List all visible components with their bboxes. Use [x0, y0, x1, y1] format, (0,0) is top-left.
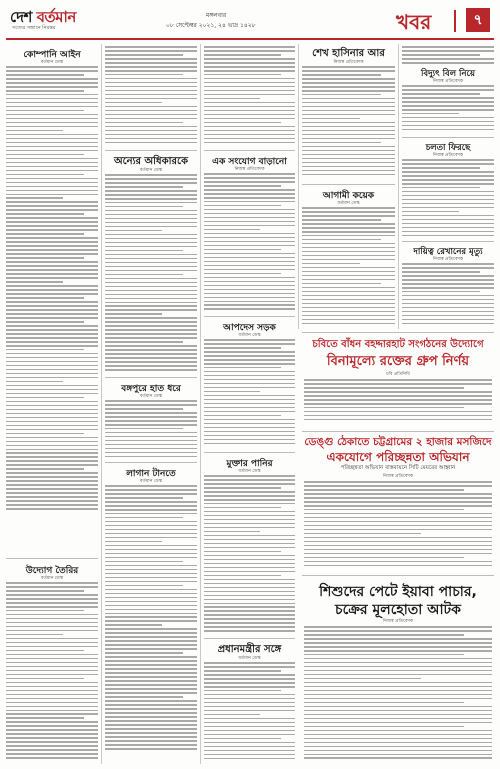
article-divider	[105, 150, 197, 151]
byline: নিজস্ব প্রতিবেদক	[382, 619, 414, 624]
feature-headline: বিনামূল্যে রক্তের গ্রুপ নির্ণয়	[326, 354, 470, 369]
article-divider	[204, 150, 295, 151]
headline: উদ্যোগ তৈরির	[25, 566, 79, 576]
column-divider	[101, 44, 102, 764]
article-divider	[204, 452, 295, 453]
headline: চলতা ফিরছে	[425, 143, 471, 153]
headline: অন্যের অধিকারকে	[113, 156, 189, 167]
logo-tagline: সত্যের সন্ধানে নিরন্তর	[12, 25, 56, 31]
headline: মুক্তার পানির	[226, 459, 273, 469]
headline: কোম্পানি আইন	[23, 50, 81, 60]
section-divider	[454, 10, 456, 32]
byline: বর্তমান ডেস্ক	[40, 576, 64, 581]
byline: নিজস্ব প্রতিবেদক	[333, 60, 364, 65]
column-1	[6, 44, 98, 764]
article-divider	[204, 638, 295, 639]
article-divider	[6, 558, 98, 559]
newspaper-logo	[10, 6, 106, 32]
feature-block-3	[300, 576, 496, 766]
headline: লাগান টানতে	[126, 469, 176, 479]
article-body	[204, 662, 295, 764]
byline: নিজস্ব প্রতিবেদক	[432, 257, 464, 262]
article-body	[402, 46, 494, 66]
masthead	[6, 2, 494, 40]
byline: বর্তমান ডেস্ক	[238, 333, 261, 338]
feature-headline: চক্রের মূলহোতা আটক	[335, 602, 461, 618]
article-body	[105, 46, 197, 146]
byline: বর্তমান ডেস্ক	[139, 479, 163, 484]
feature-headline: শিশুদের পেটে ইয়াবা পাচার,	[319, 584, 477, 600]
byline: বর্তমান ডেস্ক	[139, 394, 163, 399]
column-2	[105, 44, 197, 764]
article-body	[402, 263, 494, 327]
column-5	[402, 44, 494, 329]
feature-block-1	[300, 333, 496, 428]
article-body	[204, 475, 295, 635]
column-divider	[200, 44, 201, 764]
issue-day: মঙ্গলবার	[206, 12, 227, 19]
headline: শেখ হাসিনার আর	[312, 48, 385, 59]
byline: বর্তমান ডেস্ক	[139, 168, 163, 173]
byline: বর্তমান ডেস্ক	[238, 656, 261, 661]
headline: এক সংযোগ বাড়ানো	[212, 157, 287, 167]
headline: আগামী কয়েক	[322, 191, 375, 201]
logo-wordmark: দেশ বর্তমান	[10, 8, 76, 26]
article-body	[204, 46, 295, 146]
issue-date: ০৮ সেপ্টেম্বর ২০২১, ২৪ ভাদ্র ১৪২৮	[166, 22, 256, 29]
article-body	[302, 207, 395, 327]
article-body	[105, 485, 197, 765]
byline: নিজস্ব প্রতিবেদক	[382, 474, 414, 479]
article-divider	[402, 241, 494, 242]
column-4	[302, 44, 395, 329]
column-divider	[298, 44, 299, 329]
feature-headline: একযোগে পরিচ্ছন্নতা অভিযান	[326, 450, 470, 464]
article-body	[402, 85, 494, 135]
section-title: খবর	[396, 10, 432, 34]
headline: প্রধানমন্ত্রীর সঙ্গে	[217, 644, 282, 655]
byline: চবি প্রতিনিধি	[386, 372, 410, 377]
column-3	[204, 44, 295, 764]
article-divider	[402, 137, 494, 138]
byline: বর্তমান ডেস্ক	[337, 201, 360, 206]
headline: বিদ্যুৎ বিল নিয়ে	[421, 69, 475, 79]
column-divider	[398, 44, 399, 329]
article-body	[204, 339, 295, 449]
article-body	[105, 400, 197, 460]
article-divider	[105, 377, 197, 378]
feature-headline: চবিতে বাঁধন বহদ্দারহাট সংগঠনের উদ্যোগে	[312, 339, 484, 350]
byline: বর্তমান ডেস্ক	[238, 469, 261, 474]
byline: নিজস্ব প্রতিবেদক	[234, 167, 265, 172]
byline: নিজস্ব প্রতিবেদক	[432, 79, 464, 84]
article-body	[204, 173, 295, 313]
article-body	[302, 66, 395, 181]
article-body	[6, 582, 98, 762]
byline: বর্তমান ডেস্ক	[40, 60, 64, 65]
article-body	[402, 159, 494, 239]
page-number: ৭	[466, 8, 490, 32]
article-body	[304, 626, 492, 762]
article-body	[105, 174, 197, 374]
article-body	[304, 379, 492, 425]
article-body	[6, 66, 98, 551]
feature-block-2	[300, 432, 496, 572]
headline: আপদেস সড়ক	[223, 323, 276, 333]
article-divider	[204, 316, 295, 317]
article-body	[304, 481, 492, 569]
byline: নিজস্ব প্রতিবেদক	[432, 153, 464, 158]
feature-headline: ডেঙ্গু ঠেকাতে চট্টগ্রামের ২ হাজার মসজিদে	[304, 436, 492, 448]
article-divider	[105, 462, 197, 463]
headline: বঙ্গপুরে হাত ধরে	[121, 384, 181, 394]
article-divider	[302, 184, 395, 185]
headline: দায়িত্ব রেখানের মৃত্যু	[413, 247, 483, 257]
feature-subhead: পরিচ্ছন্নতা অভিযান বাস্তবায়নে সিটি মেয়রের আহ্বান	[340, 465, 456, 471]
